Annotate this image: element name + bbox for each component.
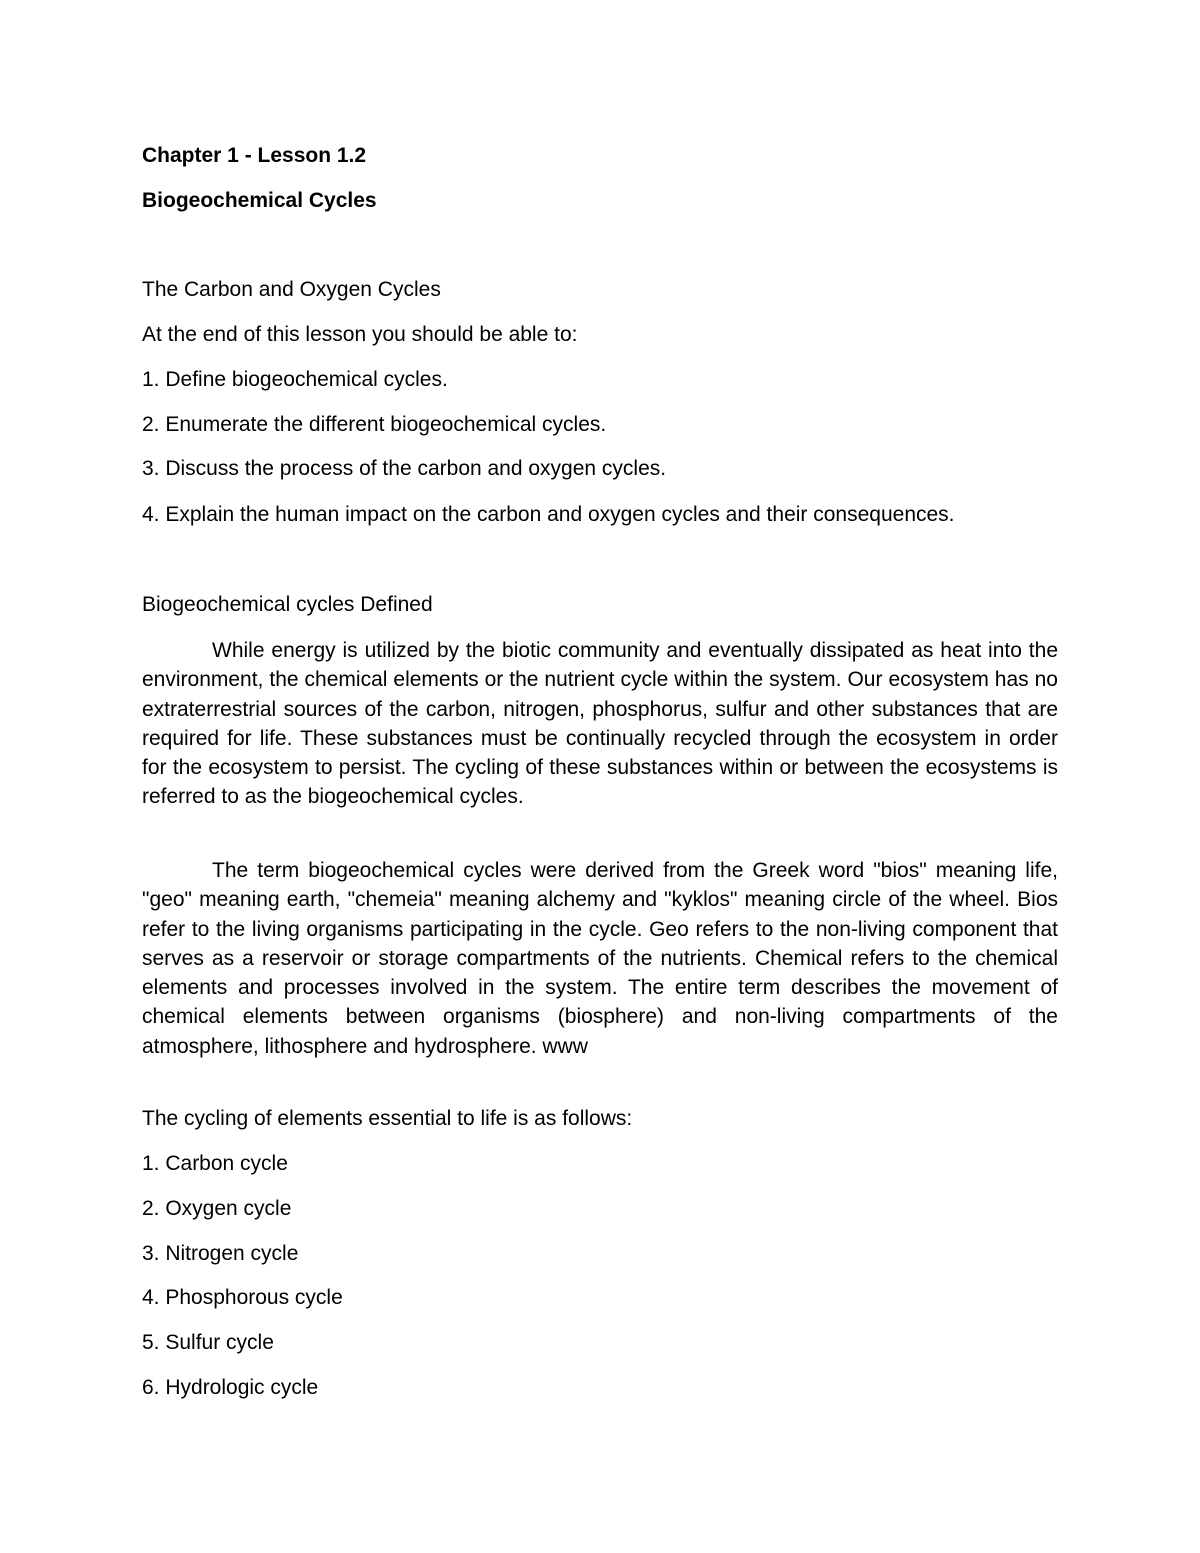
cycle-item: 3. Nitrogen cycle [142,1242,299,1265]
body-paragraph: The term biogeochemical cycles were derived from the Greek word "bios" meaning life, "geo" meaning earth, "chemeia" meaning alchemy and "kyklos" meaning circle of the wheel. Bios refer to the living organisms participating in the cycle. Geo refers to the non-living component that serves as a reservoir or storage compartments of the nutrients. Chemical refers to the chemical elements and processes involved in the system. The entire term describes the movement of chemical elements between organisms (biosphere) and non-living compartments of the atmosphere, lithosphere and hydrosphere. www [142,859,1058,1058]
objective-item: 4. Explain the human impact on the carbon and oxygen cycles and their consequences. [142,503,955,526]
cycles-intro: The cycling of elements essential to life is as follows: [142,1107,633,1130]
objective-item: 1. Define biogeochemical cycles. [142,368,448,391]
objectives-intro: At the end of this lesson you should be able to: [142,323,578,346]
cycle-item: 4. Phosphorous cycle [142,1286,343,1309]
objective-item: 2. Enumerate the different biogeochemical cycles. [142,413,607,436]
section-title: The Carbon and Oxygen Cycles [142,278,441,301]
objective-item: 3. Discuss the process of the carbon and oxygen cycles. [142,457,667,480]
cycle-item: 2. Oxygen cycle [142,1197,292,1220]
body-paragraph: While energy is utilized by the biotic community and eventually dissipated as heat into the environment, the chemical elements or the nutrient cycle within the system. Our ecosystem has no extraterrestrial sources of the carbon, nitrogen, phosphorus, sulfur and other substances that are required for life. These substances must be continually recycled through the ecosystem in order for the ecosystem to persist. The cycling of these substances within or between the ecosystems is referred to as the biogeochemical cycles. [142,639,1058,809]
cycle-item: 1. Carbon cycle [142,1152,288,1175]
cycle-item: 5. Sulfur cycle [142,1331,274,1354]
definition-heading: Biogeochemical cycles Defined [142,593,433,616]
lesson-title: Biogeochemical Cycles [142,189,377,212]
chapter-heading: Chapter 1 - Lesson 1.2 [142,144,367,167]
cycle-item: 6. Hydrologic cycle [142,1376,319,1399]
